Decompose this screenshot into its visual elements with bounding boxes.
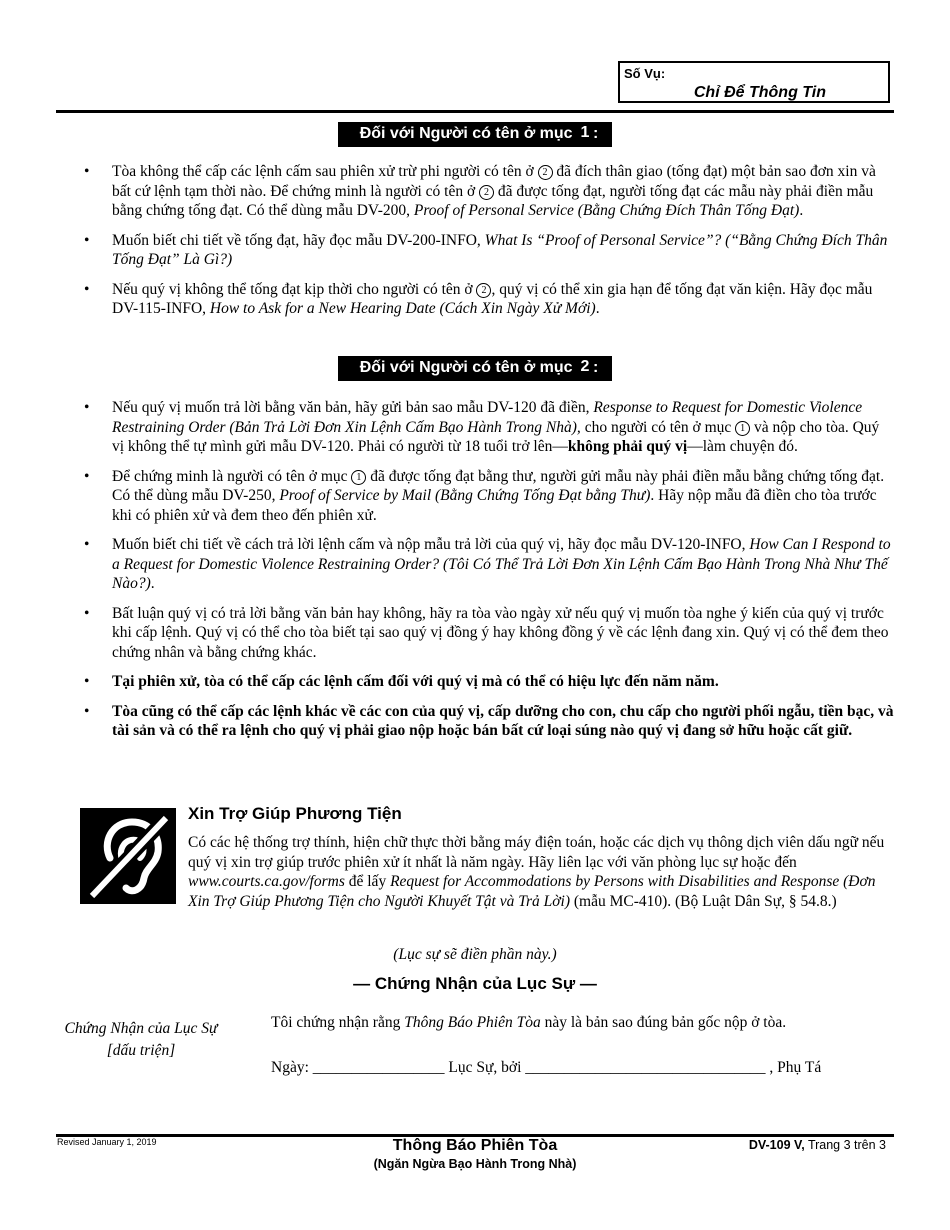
form-page-info <box>749 1138 886 1152</box>
list-item: • Nếu quý vị muốn trả lời bằng văn bản, hãy gửi bản sao mẫu DV-120 đã điền, Response to Request for Domestic Violence Restraining Order (Bản Trả Lời Đơn Xin Lệnh Cấm Bạo Hành Trong Nhà), cho người có tên ở mục 1 và nộp cho tòa. Quý vị không thể tự mình gửi mẫu DV-120. Phải có người từ 18 tuổi trở lên—không phải quý vị—làm chuyện đó. <box>79 398 895 457</box>
section-2-list <box>79 398 895 751</box>
case-number-label: Số Vụ: <box>624 66 666 81</box>
list-item: • Tòa không thể cấp các lệnh cấm sau phiên xử trừ phi người có tên ở 2 đã đích thân giao (tống đạt) một bản sao đơn xin và bất cứ lệnh tạm thời nào. Để chứng minh là người có tên ở 2 đã được tống đạt, người tống đạt các mẫu này phải điền mẫu bằng chứng tống đạt. Có thể dùng mẫu DV-200, Proof of Personal Service (Bằng Chứng Đích Thân Tống Đạt). <box>79 162 895 221</box>
date-field[interactable]: _________________ <box>312 1059 445 1076</box>
clerk-seal-area: Chứng Nhận của Lục Sự [dấu triện] <box>64 1020 218 1059</box>
page-number: Trang 3 trên 3 <box>807 1138 886 1152</box>
heading-number-1: 1 <box>577 125 593 141</box>
circled-number: 2 <box>476 283 491 298</box>
deputy-label: , Phụ Tá <box>769 1059 822 1076</box>
case-number-box <box>618 61 890 103</box>
circled-number: 2 <box>538 165 553 180</box>
clerk-certificate-title: — Chứng Nhận của Lục Sự — <box>353 974 597 993</box>
list-item: • Muốn biết chi tiết về cách trả lời lệnh cấm và nộp mẫu trả lời của quý vị, hãy đọc mẫu DV-120-INFO, How Can I Respond to a Request for Domestic Violence Restraining Order? (Tôi Có Thể Trả Lời Đơn Xin Lệnh Cấm Bạo Hành Trong Nhà Như Thế Nào?). <box>79 535 895 594</box>
circled-number: 1 <box>735 421 750 436</box>
list-item: • Để chứng minh là người có tên ở mục 1 đã được tống đạt bằng thư, người gửi mẫu này phải điền mẫu bằng chứng tống đạt. Có thể dùng mẫu DV-250, Proof of Service by Mail (Bằng Chứng Tống Đạt bằng Thư). Hãy nộp mẫu đã điền cho tòa trước khi có phiên xử và đem theo đến phiên xử. <box>79 467 895 526</box>
section-2-heading: Đối với Người có tên ở mục 2 : <box>0 356 950 381</box>
certification-statement: Tôi chứng nhận rằng Thông Báo Phiên Tòa này là bản sao đúng bản gốc nộp ở tòa. <box>271 1014 787 1031</box>
form-title: Thông Báo Phiên Tòa <box>392 1137 558 1154</box>
section-1-heading: Đối với Người có tên ở mục 1 : <box>0 122 950 147</box>
form-id: DV-109 V, <box>748 1138 805 1152</box>
list-item: • Nếu quý vị không thể tống đạt kịp thời cho người có tên ở 2 , quý vị có thể xin gia hạn để tống đạt văn kiện. Hãy đọc mẫu DV-115-INFO, How to Ask for a New Hearing Date (Cách Xin Ngày Xử Mới). <box>79 280 895 319</box>
courts-url: www.courts.ca.gov/forms <box>188 873 345 890</box>
circled-number: 2 <box>479 185 494 200</box>
section-1-list <box>79 162 895 329</box>
revised-date: Revised January 1, 2019 <box>57 1137 157 1147</box>
hearing-assistance-icon <box>80 808 176 904</box>
clerk-by-label: Lục Sự, bởi <box>448 1059 522 1076</box>
circled-number: 1 <box>351 470 366 485</box>
list-item: • Tòa cũng có thể cấp các lệnh khác về các con của quý vị, cấp dưỡng cho con, chu cấp cho người phối ngẫu, tiền bạc, và tài sản và có thể ra lệnh cho quý vị phải giao nộp hoặc bán bất cứ loại súng nào quý vị đang sở hữu hoặc cất giữ. <box>79 702 895 741</box>
form-subtitle: (Ngăn Ngừa Bạo Hành Trong Nhà) <box>373 1157 577 1171</box>
list-item: • Muốn biết chi tiết về tống đạt, hãy đọc mẫu DV-200-INFO, What Is “Proof of Personal Service”? (“Bằng Chứng Đích Thân Tống Đạt” Là Gì?) <box>79 231 895 270</box>
list-item: • Tại phiên xử, tòa có thể cấp các lệnh cấm đối với quý vị mà có thể có hiệu lực đến năm năm. <box>79 672 895 692</box>
clerk-signature-line <box>271 1059 821 1077</box>
date-label: Ngày: <box>271 1059 309 1076</box>
accommodations-text: Có các hệ thống trợ thính, hiện chữ thực thời bằng máy điện toán, hoặc các dịch vụ thông dịch viên dấu ngữ nếu quý vị xin trợ giúp trước phiên xử ít nhất là năm ngày. Hãy liên lạc với văn phòng lục sự hoặc đến www.courts.ca.gov/forms để lấy Request for Accommodations by Persons with Disabilities and Response (Đơn Xin Trợ Giúp Phương Tiện cho Người Khuyết Tật và Trả Lời) (mẫu MC-410). (Bộ Luật Dân Sự, § 54.8.) <box>188 834 885 910</box>
accommodations-title: Xin Trợ Giúp Phương Tiện <box>188 804 402 823</box>
clerk-fill-note: (Lục sự sẽ điền phần này.) <box>393 946 557 963</box>
case-info-note: Chỉ Để Thông Tin <box>693 84 826 101</box>
heading-number-2: 2 <box>577 359 593 375</box>
list-item: • Bất luận quý vị có trả lời bằng văn bản hay không, hãy ra tòa vào ngày xử nếu quý vị muốn tòa nghe ý kiến của quý vị trước khi cấp lệnh. Quý vị có thể cho tòa biết tại sao quý vị đồng ý hay không đồng ý về các lệnh đang xin. Quý vị có thể đem theo chứng nhân và bằng chứng khác. <box>79 604 895 663</box>
top-rule <box>56 110 894 113</box>
clerk-name-field[interactable]: _______________________________ <box>525 1059 766 1076</box>
